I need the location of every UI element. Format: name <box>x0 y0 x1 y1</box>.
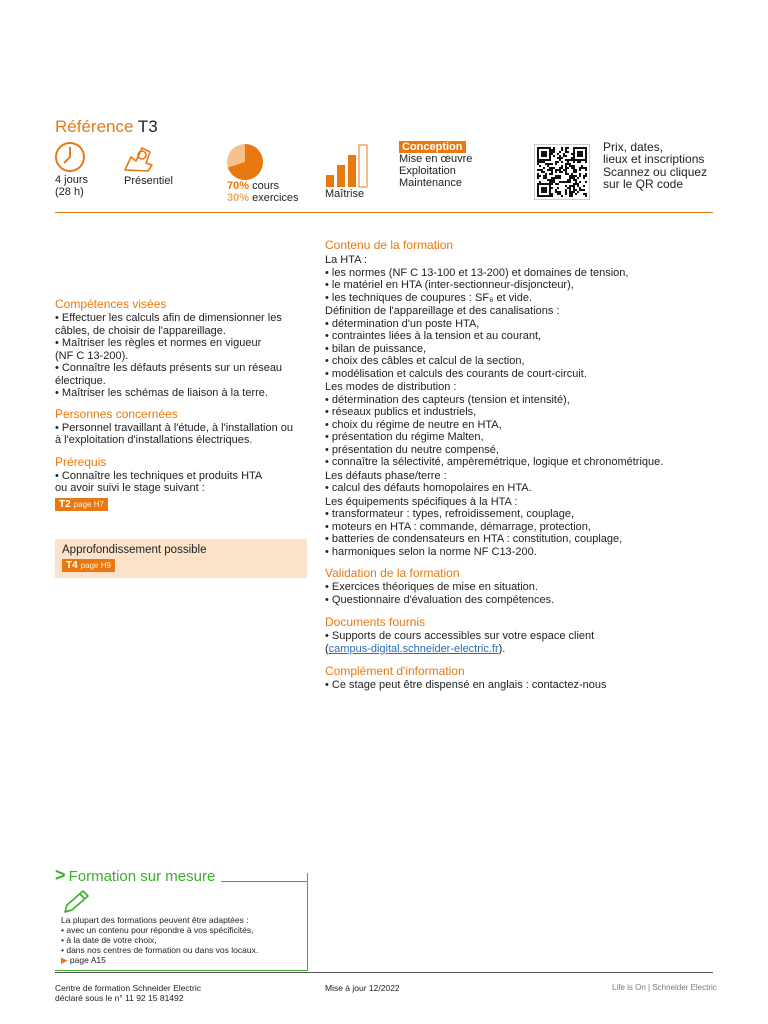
contenu-blocks <box>325 254 725 558</box>
contenu-item: • détermination des capteurs (tension et intensité), <box>325 394 725 407</box>
formation-sur-mesure-box <box>55 865 308 971</box>
contenu-item: • présentation du neutre compensé, <box>325 444 725 457</box>
phase-item: Mise en œuvre <box>399 153 473 165</box>
campus-digital-link[interactable]: campus-digital.schneider-electric.fr <box>328 642 499 655</box>
level-bar <box>359 145 367 187</box>
tag-code: T2 <box>59 498 71 510</box>
tag-code: T4 <box>66 560 78 571</box>
header-divider <box>55 212 713 213</box>
prix-dates-link[interactable]: Prix, dates, <box>603 140 664 154</box>
validation-item: • Questionnaire d'évaluation des compétences. <box>325 594 725 607</box>
paren-close: ). <box>498 642 506 655</box>
validation-title: Validation de la formation <box>325 566 460 580</box>
contenu-item: • connaître la sélectivité, ampèremétrique, logique et chronométrique. <box>325 456 725 469</box>
personnes-line: à l'exploitation d'installations électriques. <box>55 434 253 446</box>
contenu-item: • transformateur : types, refroidissement, couplage, <box>325 508 725 521</box>
scan-text: sur le QR code <box>603 177 684 191</box>
approfondissement-box <box>55 539 307 578</box>
complement-title: Complément d'information <box>325 664 465 678</box>
prerequis-list <box>55 470 310 495</box>
competence-line: • Connaître les défauts présents sur un réseau <box>55 362 310 375</box>
contenu-block-heading: Les modes de distribution : <box>325 381 457 393</box>
contenu-item: • les normes (NF C 13-100 et 13-200) et domaines de tension, <box>325 267 725 280</box>
conception-badge: Conception <box>399 141 466 153</box>
competences-list <box>55 312 310 400</box>
mesure-title: Formation sur mesure <box>68 868 216 885</box>
contenu-block-heading: Les équipements spécifiques à la HTA : <box>325 495 518 508</box>
ratio-cours <box>227 180 279 193</box>
paren-open: ( <box>325 642 329 655</box>
clock-icon <box>54 141 86 173</box>
ratio-exercices-pct: 30% <box>227 192 250 204</box>
contenu-item: • batteries de condensateurs en HTA : constitution, couplage, <box>325 533 725 546</box>
level-label: Maîtrise <box>325 188 365 200</box>
contenu-item: • modélisation et calculs des courants de court-circuit. <box>325 368 725 381</box>
mesure-page-ref: page A15 <box>69 955 106 965</box>
ratio-cours-label: cours <box>252 180 279 192</box>
contenu-block-heading: Définition de l'appareillage et des canalisations : <box>325 305 560 317</box>
personnes-title: Personnes concernées <box>55 406 178 421</box>
prerequis-line: ou avoir suivi le stage suivant : <box>55 482 205 494</box>
qr-code[interactable] <box>534 144 590 200</box>
contenu-item: • les techniques de coupures : SF₆ et vide. <box>325 292 725 305</box>
complement-item: • Ce stage peut être dispensé en anglais : contactez-nous <box>325 679 725 692</box>
documents-item: • Supports de cours accessibles sur votre espace client <box>325 630 725 643</box>
personnes-list <box>55 422 310 447</box>
level-bar <box>348 155 356 187</box>
contenu-item: • réseaux publics et industriels, <box>325 406 725 419</box>
mesure-item: • dans nos centres de formation ou dans vos locaux. <box>61 945 258 955</box>
prerequis-title: Prérequis <box>55 454 107 469</box>
mode-label: Présentiel <box>124 175 173 187</box>
ratio-exercices-label: exercices <box>252 192 299 204</box>
tag-page: page H7 <box>73 499 104 509</box>
ratio-cours-pct: 70% <box>227 180 250 192</box>
documents-link-line <box>325 643 725 656</box>
competences-title: Compétences visées <box>55 297 167 311</box>
left-column <box>55 297 310 511</box>
level-bar <box>337 165 345 187</box>
level-bar <box>326 175 334 187</box>
competence-line: • Maîtriser les schémas de liaison à la terre. <box>55 387 310 400</box>
competence-line: • Maîtriser les règles et normes en vigueur <box>55 337 310 350</box>
competence-line: (NF C 13-200). <box>55 349 129 362</box>
reference-title <box>55 117 158 137</box>
duration-hours: (28 h) <box>55 186 84 198</box>
mesure-text <box>61 915 258 965</box>
right-column <box>325 238 725 692</box>
mesure-item: • avec un contenu pour répondre à vos spécificités, <box>61 925 258 935</box>
pencil-icon <box>61 888 91 916</box>
reference-label: Référence <box>55 117 134 136</box>
prerequis-course-tag[interactable] <box>55 498 108 511</box>
cours-exercices-pie <box>226 143 264 181</box>
reference-code: T3 <box>137 117 158 136</box>
contenu-item: • harmoniques selon la norme NF C13-200. <box>325 546 725 559</box>
contenu-item: • choix du régime de neutre en HTA, <box>325 419 725 432</box>
contenu-item: • calcul des défauts homopolaires en HTA. <box>325 482 725 495</box>
approfondissement-label: Approfondissement possible <box>62 544 207 556</box>
chevron-right-icon: > <box>55 865 66 885</box>
level-bars-icon <box>325 142 371 188</box>
contenu-item: • détermination d'un poste HTA, <box>325 318 725 331</box>
mesure-item: • à la date de votre choix, <box>61 935 258 945</box>
tag-page: page H9 <box>80 561 111 570</box>
contenu-item: • moteurs en HTA : commande, démarrage, protection, <box>325 521 725 534</box>
competence-line: câbles, de choisir de l'appareillage. <box>55 324 226 337</box>
footer-update: Mise à jour 12/2022 <box>325 983 400 993</box>
contenu-item: • le matériel en HTA (inter-sectionneur-disjoncteur), <box>325 279 725 292</box>
documents-title: Documents fournis <box>325 615 426 629</box>
contenu-block-heading: La HTA : <box>325 254 367 266</box>
mesure-heading <box>55 865 221 886</box>
ratio-exercices <box>227 192 299 205</box>
contenu-title: Contenu de la formation <box>325 238 454 252</box>
contenu-item: • présentation du régime Malten, <box>325 431 725 444</box>
validation-item: • Exercices théoriques de mise en situation. <box>325 581 725 594</box>
footer-brand: Life is On | Schneider Electric <box>612 983 717 992</box>
phase-item: Maintenance <box>399 177 462 189</box>
triangle-right-icon: ▶ <box>61 955 68 965</box>
contenu-item: • bilan de puissance, <box>325 343 725 356</box>
contenu-block-heading: Les défauts phase/terre : <box>325 469 447 482</box>
personnes-line: • Personnel travaillant à l'étude, à l'installation ou <box>55 422 310 435</box>
footer-left <box>55 983 201 1003</box>
scan-text: Scannez ou cliquez <box>603 165 708 179</box>
lieux-inscriptions-link[interactable]: lieux et inscriptions <box>603 152 705 166</box>
mesure-page-ref-line[interactable] <box>61 955 258 965</box>
competence-line: électrique. <box>55 374 106 387</box>
phase-item: Exploitation <box>399 165 456 177</box>
duration-days: 4 jours <box>55 174 89 186</box>
contenu-item: • contraintes liées à la tension et au courant, <box>325 330 725 343</box>
footer-declaration: déclaré sous le n° 11 92 15 81492 <box>55 993 184 1003</box>
competence-line: • Effectuer les calculs afin de dimensionner les <box>55 312 310 325</box>
presentiel-icon <box>122 143 156 173</box>
prerequis-line: • Connaître les techniques et produits HTA <box>55 470 310 483</box>
footer-divider <box>55 972 713 973</box>
contenu-item: • choix des câbles et calcul de la section, <box>325 355 725 368</box>
mesure-intro: La plupart des formations peuvent être adaptées : <box>61 915 249 925</box>
footer-center-name: Centre de formation Schneider Electric <box>55 983 201 993</box>
approfondissement-course-tag[interactable] <box>62 559 115 572</box>
